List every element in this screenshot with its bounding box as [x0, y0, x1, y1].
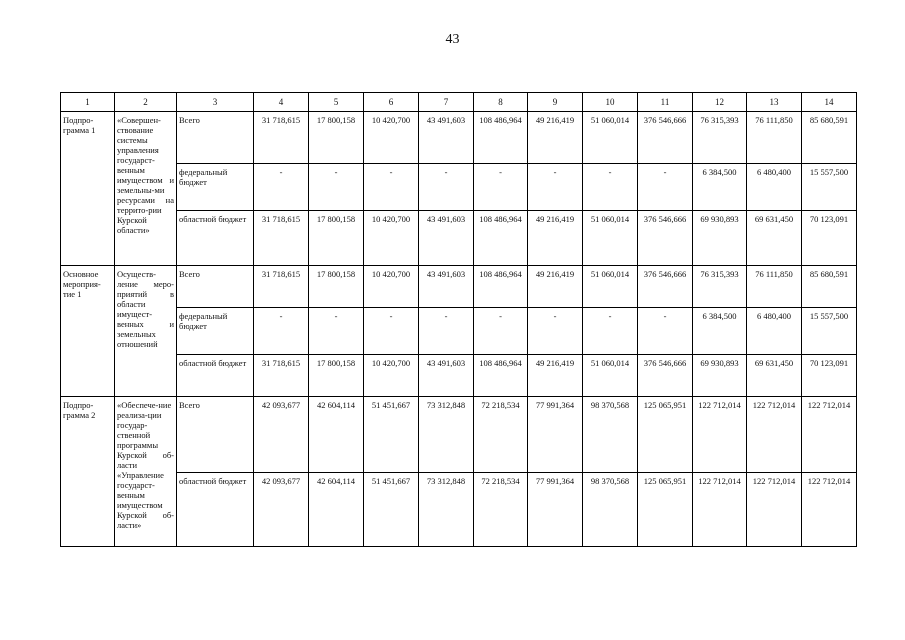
- section-name-cell: Подпро-грамма 2: [61, 397, 115, 547]
- funding-source-cell: Всего: [177, 266, 254, 308]
- value-cell: 70 123,091: [802, 211, 857, 266]
- funding-source-cell: областной бюджет: [177, 473, 254, 547]
- section-description-cell: «Совершен-ствование системы управления государст-венным имуществом и земельны-ми ресурсами на террито-рии Курской области»: [115, 112, 177, 266]
- value-cell: 77 991,364: [528, 397, 583, 473]
- value-cell: -: [638, 308, 693, 355]
- value-cell: 73 312,848: [419, 473, 474, 547]
- value-cell: 51 060,014: [583, 355, 638, 397]
- value-cell: 31 718,615: [254, 266, 309, 308]
- value-cell: 49 216,419: [528, 266, 583, 308]
- section-name-cell: Основное мероприя-тие 1: [61, 266, 115, 397]
- value-cell: 108 486,964: [474, 112, 528, 164]
- value-cell: 376 546,666: [638, 112, 693, 164]
- value-cell: 376 546,666: [638, 211, 693, 266]
- funding-source-cell: федеральный бюджет: [177, 164, 254, 211]
- value-cell: -: [528, 308, 583, 355]
- value-cell: 10 420,700: [364, 355, 419, 397]
- value-cell: 10 420,700: [364, 112, 419, 164]
- value-cell: 108 486,964: [474, 211, 528, 266]
- value-cell: 125 065,951: [638, 397, 693, 473]
- funding-source-cell: областной бюджет: [177, 355, 254, 397]
- value-cell: 6 384,500: [693, 308, 747, 355]
- value-cell: 77 991,364: [528, 473, 583, 547]
- value-cell: 51 060,014: [583, 112, 638, 164]
- header-cell: 4: [254, 93, 309, 112]
- header-cell: 7: [419, 93, 474, 112]
- value-cell: 98 370,568: [583, 397, 638, 473]
- value-cell: 43 491,603: [419, 112, 474, 164]
- value-cell: -: [364, 164, 419, 211]
- value-cell: 69 930,893: [693, 211, 747, 266]
- value-cell: 69 631,450: [747, 211, 802, 266]
- value-cell: 376 546,666: [638, 355, 693, 397]
- value-cell: 31 718,615: [254, 355, 309, 397]
- value-cell: 49 216,419: [528, 355, 583, 397]
- value-cell: 85 680,591: [802, 266, 857, 308]
- value-cell: 125 065,951: [638, 473, 693, 547]
- value-cell: 51 060,014: [583, 266, 638, 308]
- value-cell: 49 216,419: [528, 211, 583, 266]
- section-description-cell: «Обеспече-ние реализа-ции государ-ственной программы Курской об-ласти «Управление государст-венным имуществом Курской об-ласти»: [115, 397, 177, 547]
- value-cell: 51 451,667: [364, 473, 419, 547]
- value-cell: 6 480,400: [747, 308, 802, 355]
- value-cell: 69 631,450: [747, 355, 802, 397]
- table-row: [61, 164, 857, 211]
- section-description-cell: Осуществ-ление меро-приятий в области имущест-венных и земельных отношений: [115, 266, 177, 397]
- value-cell: -: [364, 308, 419, 355]
- header-cell: 5: [309, 93, 364, 112]
- value-cell: 43 491,603: [419, 211, 474, 266]
- table-row: [61, 266, 857, 308]
- value-cell: 42 093,677: [254, 473, 309, 547]
- value-cell: 17 800,158: [309, 355, 364, 397]
- value-cell: 122 712,014: [802, 397, 857, 473]
- value-cell: 17 800,158: [309, 266, 364, 308]
- value-cell: 43 491,603: [419, 355, 474, 397]
- value-cell: 43 491,603: [419, 266, 474, 308]
- funding-source-cell: Всего: [177, 397, 254, 473]
- header-cell: 14: [802, 93, 857, 112]
- value-cell: 76 111,850: [747, 112, 802, 164]
- value-cell: 108 486,964: [474, 266, 528, 308]
- value-cell: 42 604,114: [309, 473, 364, 547]
- page-number: 43: [445, 32, 460, 47]
- value-cell: -: [419, 164, 474, 211]
- value-cell: 51 060,014: [583, 211, 638, 266]
- value-cell: 10 420,700: [364, 211, 419, 266]
- value-cell: -: [638, 164, 693, 211]
- value-cell: 69 930,893: [693, 355, 747, 397]
- value-cell: 85 680,591: [802, 112, 857, 164]
- value-cell: 76 111,850: [747, 266, 802, 308]
- value-cell: 72 218,534: [474, 473, 528, 547]
- value-cell: 42 093,677: [254, 397, 309, 473]
- value-cell: -: [309, 308, 364, 355]
- value-cell: 6 480,400: [747, 164, 802, 211]
- value-cell: 122 712,014: [747, 473, 802, 547]
- value-cell: 31 718,615: [254, 112, 309, 164]
- value-cell: 122 712,014: [693, 473, 747, 547]
- value-cell: 72 218,534: [474, 397, 528, 473]
- value-cell: 49 216,419: [528, 112, 583, 164]
- value-cell: 10 420,700: [364, 266, 419, 308]
- value-cell: 108 486,964: [474, 355, 528, 397]
- table-row: [61, 211, 857, 266]
- value-cell: -: [474, 164, 528, 211]
- value-cell: 15 557,500: [802, 164, 857, 211]
- header-cell: 6: [364, 93, 419, 112]
- value-cell: 376 546,666: [638, 266, 693, 308]
- header-cell: 12: [693, 93, 747, 112]
- value-cell: 122 712,014: [802, 473, 857, 547]
- table-row: [61, 397, 857, 473]
- value-cell: 76 315,393: [693, 112, 747, 164]
- table-row: [61, 112, 857, 164]
- value-cell: 122 712,014: [693, 397, 747, 473]
- value-cell: 122 712,014: [747, 397, 802, 473]
- table-row: [61, 473, 857, 547]
- value-cell: -: [309, 164, 364, 211]
- value-cell: 15 557,500: [802, 308, 857, 355]
- value-cell: -: [583, 164, 638, 211]
- value-cell: -: [528, 164, 583, 211]
- value-cell: 17 800,158: [309, 112, 364, 164]
- header-cell: 1: [61, 93, 115, 112]
- funding-source-cell: федеральный бюджет: [177, 308, 254, 355]
- header-row: [61, 93, 857, 112]
- header-cell: 2: [115, 93, 177, 112]
- header-cell: 10: [583, 93, 638, 112]
- value-cell: 51 451,667: [364, 397, 419, 473]
- value-cell: -: [254, 164, 309, 211]
- value-cell: 6 384,500: [693, 164, 747, 211]
- header-cell: 8: [474, 93, 528, 112]
- funding-source-cell: Всего: [177, 112, 254, 164]
- header-cell: 11: [638, 93, 693, 112]
- budget-table: [60, 92, 857, 547]
- header-cell: 13: [747, 93, 802, 112]
- value-cell: 98 370,568: [583, 473, 638, 547]
- value-cell: -: [419, 308, 474, 355]
- value-cell: -: [474, 308, 528, 355]
- header-cell: 9: [528, 93, 583, 112]
- section-name-cell: Подпро-грамма 1: [61, 112, 115, 266]
- value-cell: 31 718,615: [254, 211, 309, 266]
- value-cell: 73 312,848: [419, 397, 474, 473]
- table-row: [61, 308, 857, 355]
- value-cell: 17 800,158: [309, 211, 364, 266]
- value-cell: 76 315,393: [693, 266, 747, 308]
- value-cell: 42 604,114: [309, 397, 364, 473]
- table-row: [61, 355, 857, 397]
- funding-source-cell: областной бюджет: [177, 211, 254, 266]
- value-cell: 70 123,091: [802, 355, 857, 397]
- value-cell: -: [254, 308, 309, 355]
- value-cell: -: [583, 308, 638, 355]
- header-cell: 3: [177, 93, 254, 112]
